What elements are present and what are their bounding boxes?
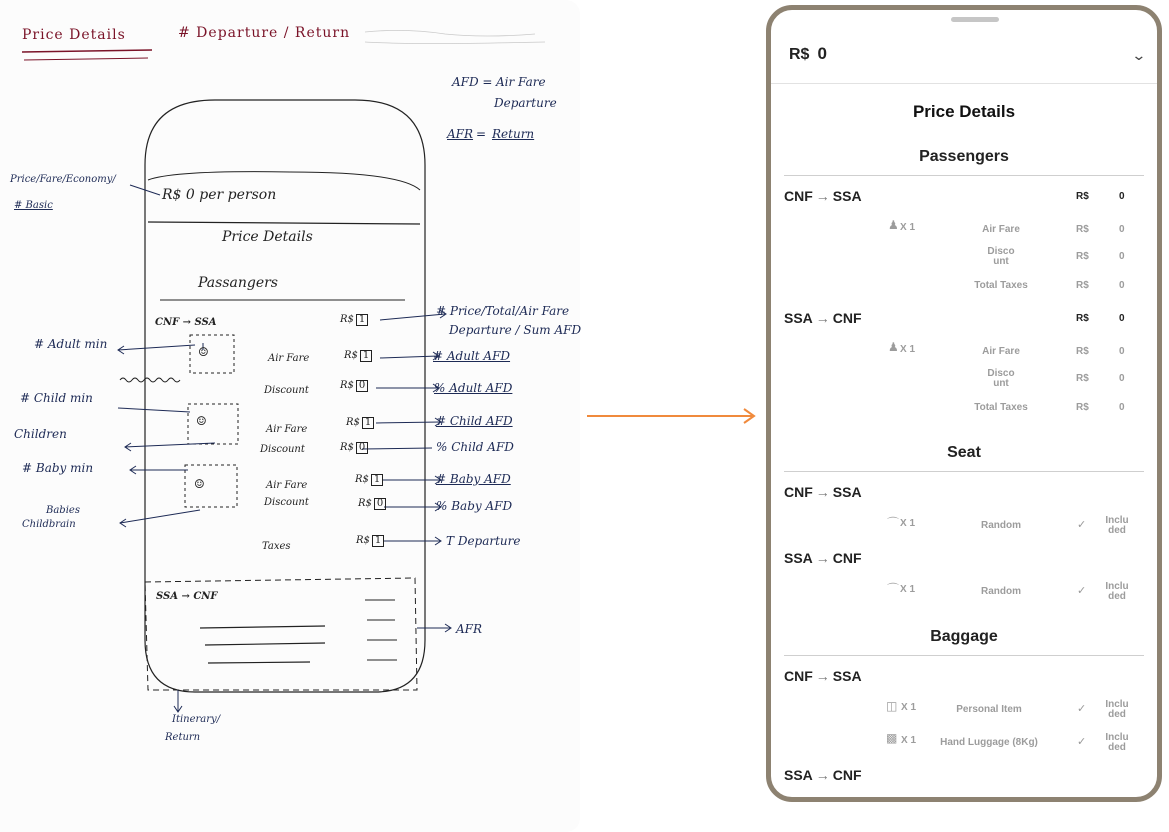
sketch-adult-box xyxy=(190,335,234,373)
sketch-route-1: CNF → SSA xyxy=(155,317,217,328)
note-price: Price/Fare/Economy/ xyxy=(10,174,116,185)
wireframe-sketch xyxy=(0,0,580,832)
check-icon: ✓ xyxy=(1077,519,1087,531)
person-icon: ♟ xyxy=(888,340,899,354)
sketch-baby-icon: ☺ xyxy=(194,477,205,491)
legend-afd-key: AFD = xyxy=(452,75,493,89)
line-currency: R$ xyxy=(1076,346,1089,357)
sketch-header-line xyxy=(148,222,420,224)
seat-icon: ⌒ xyxy=(887,516,900,530)
sketch-faded-scribble xyxy=(365,30,545,43)
seat-qty: X 1 xyxy=(900,518,916,529)
sketch-baby-price: R$ 1 xyxy=(355,474,383,486)
note-childbrain: Childbrain xyxy=(22,519,76,530)
legend-afr-val: Return xyxy=(492,127,535,141)
line-label: Air Fare xyxy=(982,224,1020,235)
legend-afr-key: AFR xyxy=(447,127,474,141)
divider xyxy=(771,83,1157,84)
person-icon: ♟ xyxy=(888,218,899,232)
seat-qty: X 1 xyxy=(900,584,916,595)
sketch-line xyxy=(205,643,325,645)
arrow-right-icon: → xyxy=(815,550,830,566)
sketch-discount-child: Discount xyxy=(260,444,305,455)
sketch-title-underline xyxy=(22,50,152,52)
route-currency: R$ xyxy=(1076,191,1089,202)
note-basic: # Basic xyxy=(14,200,53,211)
seat-label: Random xyxy=(981,586,1021,597)
sketch-route-2: SSA → CNF xyxy=(156,591,218,602)
sketch-air-fare-baby: Air Fare xyxy=(266,480,308,491)
sketch-discount-adult: Discount xyxy=(264,385,309,396)
sketch-adult-icon: ☺ xyxy=(198,345,209,359)
chevron-down-icon[interactable]: ⌄ xyxy=(1131,47,1147,63)
note-babies: Babies xyxy=(46,505,80,516)
note-child-pct: % Child AFD xyxy=(436,440,514,454)
line-value: 0 xyxy=(1119,251,1125,262)
note-departure: T Departure xyxy=(446,534,521,548)
line-value: 0 xyxy=(1119,224,1125,235)
arrow-right-icon xyxy=(586,405,761,427)
sketch-child-price: R$ 1 xyxy=(346,417,374,429)
line-currency: R$ xyxy=(1076,224,1089,235)
baggage-divider xyxy=(784,655,1144,656)
baggage-status: Inclu ded xyxy=(1105,699,1129,720)
total-amount: 0 xyxy=(817,44,827,63)
sketch-adult-discount: R$ 0 xyxy=(340,380,368,392)
sketch-line xyxy=(208,662,310,663)
sketch-passengers: Passangers xyxy=(198,275,278,291)
note-return: Return xyxy=(165,732,201,743)
baggage-title: Baggage xyxy=(930,628,998,645)
sketch-child-icon: ☺ xyxy=(196,414,207,428)
baggage-label: Personal Item xyxy=(956,704,1022,715)
route-currency: R$ xyxy=(1076,313,1089,324)
note-baby-pct: % Baby AFD xyxy=(436,499,513,513)
baggage-qty: X 1 xyxy=(901,702,917,713)
note-adult-min: # Adult min xyxy=(34,337,108,351)
line-currency: R$ xyxy=(1076,251,1089,262)
sketch-per-person: R$ 0 per person xyxy=(162,187,277,203)
seat-route-2: SSA → CNF xyxy=(784,550,862,566)
sketch-title-underline-2 xyxy=(24,58,148,60)
legend-afr-eq: = xyxy=(476,127,487,141)
legend-afd-val1: Air Fare xyxy=(496,75,546,89)
check-icon: ✓ xyxy=(1077,703,1087,715)
line-label: Disco unt xyxy=(987,368,1015,389)
sketch-air-fare-child: Air Fare xyxy=(266,424,308,435)
line-label: Total Taxes xyxy=(974,402,1028,413)
drag-handle[interactable] xyxy=(951,17,999,22)
passenger-route-2: SSA → CNF xyxy=(784,310,862,326)
route-total: 0 xyxy=(1119,191,1125,202)
page-title: Price Details xyxy=(912,102,1016,121)
total-currency: R$ xyxy=(789,46,810,63)
line-currency: R$ xyxy=(1076,373,1089,384)
note-baby-min: # Baby min xyxy=(22,461,94,475)
line-value: 0 xyxy=(1119,346,1125,357)
seat-status: Inclu ded xyxy=(1105,515,1129,536)
note-itinerary: Itinerary/ xyxy=(172,714,221,725)
seat-label: Random xyxy=(981,520,1021,531)
note-child-afd: # Child AFD xyxy=(436,414,513,428)
sketch-baby-box xyxy=(185,465,237,507)
passenger-qty: X 1 xyxy=(900,344,916,355)
baggage-qty: X 1 xyxy=(901,735,917,746)
arrow-right-icon: → xyxy=(815,188,830,204)
note-price-total: # Price/Total/Air Fare xyxy=(436,304,570,318)
baggage-label: Hand Luggage (8Kg) xyxy=(940,737,1038,748)
sketch-title: Price Details xyxy=(22,27,126,43)
baggage-status: Inclu ded xyxy=(1105,732,1129,753)
sketch-discount-baby: Discount xyxy=(264,497,309,508)
line-label: Total Taxes xyxy=(974,280,1028,291)
note-child-min: # Child min xyxy=(20,391,93,405)
note-adult-pct: % Adult AFD xyxy=(434,381,513,395)
sketch-line xyxy=(200,626,325,628)
sketch-baby-discount: R$ 0 xyxy=(358,498,386,510)
price-details-sheet[interactable] xyxy=(766,5,1162,802)
arrow-right-icon: → xyxy=(815,484,830,500)
sketch-adult-price: R$ 1 xyxy=(344,350,372,362)
backpack-icon: ◫ xyxy=(886,699,898,713)
line-value: 0 xyxy=(1119,373,1125,384)
seat-title: Seat xyxy=(947,444,981,461)
arrow-right-icon: → xyxy=(815,767,830,783)
passengers-divider xyxy=(784,175,1144,176)
seat-divider xyxy=(784,471,1144,472)
line-currency: R$ xyxy=(1076,402,1089,413)
baggage-route-2: SSA → CNF xyxy=(784,767,862,783)
arrow-right-icon: → xyxy=(815,310,830,326)
sketch-price-details: Price Details xyxy=(222,229,313,245)
legend-afd-val2: Departure xyxy=(494,96,557,110)
total-price xyxy=(789,44,827,64)
baggage-route-1: CNF → SSA xyxy=(784,668,862,684)
arrow-right-icon: → xyxy=(815,668,830,684)
check-icon: ✓ xyxy=(1077,736,1087,748)
line-currency: R$ xyxy=(1076,280,1089,291)
sketch-taxes: Taxes xyxy=(262,541,291,552)
line-label: Air Fare xyxy=(982,346,1020,357)
passenger-route-1: CNF → SSA xyxy=(784,188,862,204)
note-baby-afd: # Baby AFD xyxy=(436,472,511,486)
seat-status: Inclu ded xyxy=(1105,581,1129,602)
sketch-taxes-price: R$ 1 xyxy=(356,535,384,547)
seat-icon: ⌒ xyxy=(887,582,900,596)
note-adult-afd: # Adult AFD xyxy=(433,349,511,363)
passenger-qty: X 1 xyxy=(900,222,916,233)
route-total: 0 xyxy=(1119,313,1125,324)
seat-route-1: CNF → SSA xyxy=(784,484,862,500)
passengers-title: Passengers xyxy=(919,148,1009,165)
note-children: Children xyxy=(14,427,67,441)
sketch-subtitle: # Departure / Return xyxy=(178,25,351,41)
line-value: 0 xyxy=(1119,402,1125,413)
note-afr: AFR xyxy=(456,622,483,636)
note-sum-afd: Departure / Sum AFD xyxy=(449,323,582,337)
sketch-air-fare-adult: Air Fare xyxy=(268,353,310,364)
line-label: Disco unt xyxy=(987,246,1015,267)
sketch-squiggle xyxy=(120,378,180,382)
sketch-child-discount: R$ 0 xyxy=(340,442,368,454)
check-icon: ✓ xyxy=(1077,585,1087,597)
sketch-total-price: R$ 1 xyxy=(340,314,368,326)
line-value: 0 xyxy=(1119,280,1125,291)
suitcase-icon: ▩ xyxy=(886,731,898,745)
